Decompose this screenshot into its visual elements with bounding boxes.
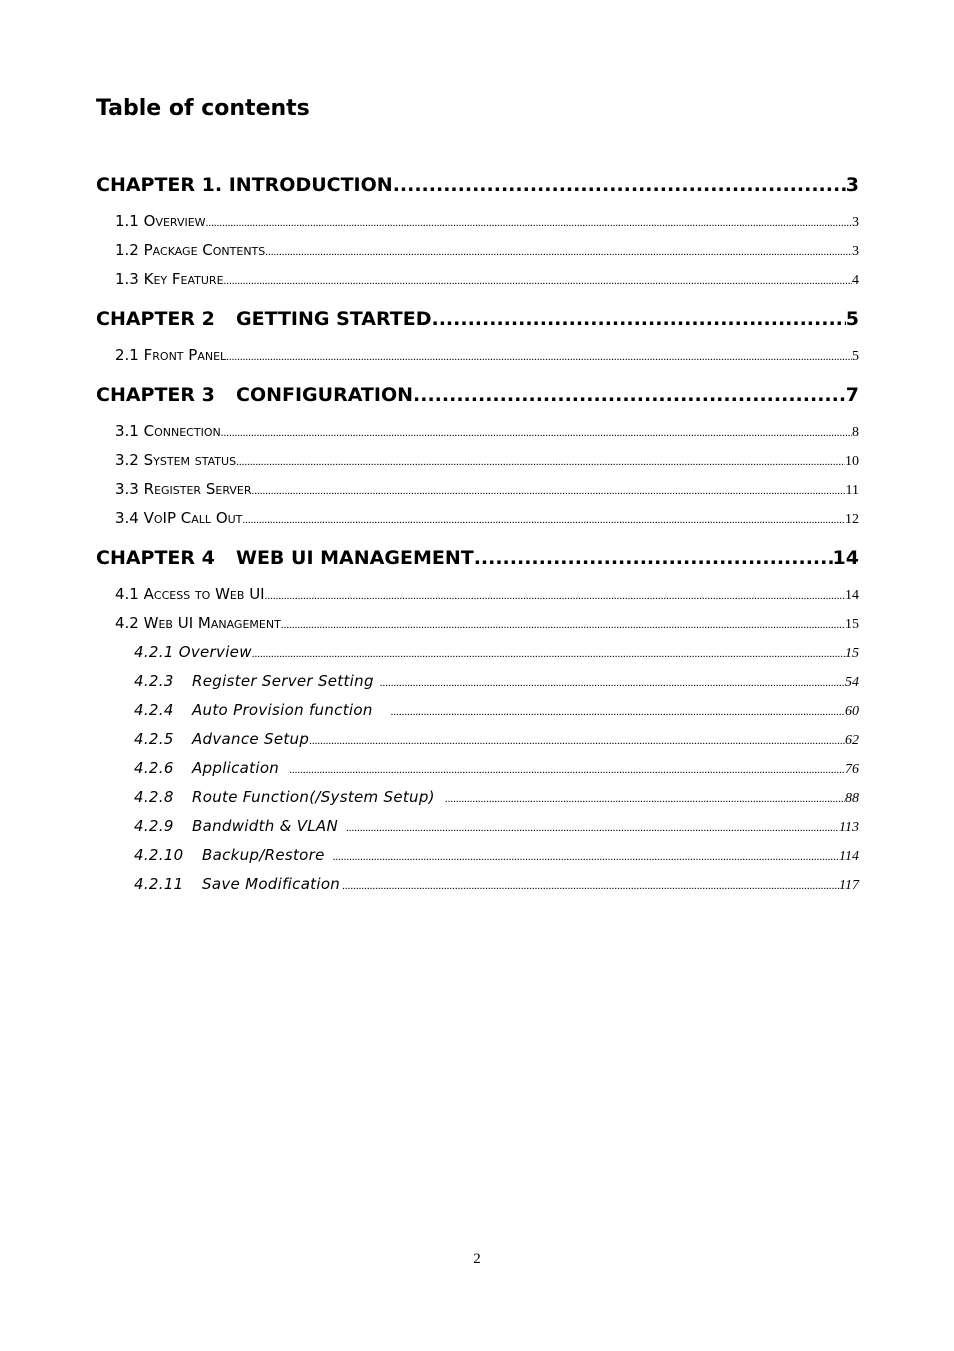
section-title: Package Contents: [143, 241, 266, 259]
page-number: 15: [845, 617, 859, 632]
dot-leader: [221, 427, 852, 439]
chapter-title: WEB UI MANAGEMENT: [236, 547, 474, 569]
chapter-number: CHAPTER 1.: [96, 174, 223, 196]
page-number: 117: [839, 878, 859, 893]
section-number: 4.1: [115, 585, 139, 603]
section-title: Register Server: [143, 480, 252, 498]
toc-subsection-4-2-4[interactable]: [96, 701, 859, 730]
subsection-number: 4.2.4: [134, 701, 174, 719]
subsection-number: 4.2.10: [134, 846, 184, 864]
section-number: 3.4: [115, 509, 139, 527]
toc-subsection-4-2-11[interactable]: [96, 875, 859, 904]
subsection-number: 4.2.6: [134, 759, 174, 777]
section-number: 3.3: [115, 480, 139, 498]
chapter-number: CHAPTER 4: [96, 547, 215, 569]
subsection-number: 4.2.8: [134, 788, 174, 806]
dot-leader: [251, 485, 845, 497]
section-title: Front Panel: [143, 346, 227, 364]
dot-leader: [374, 677, 845, 689]
page-number: 60: [845, 704, 859, 719]
chapter-title: GETTING STARTED: [236, 308, 432, 330]
toc-section-3-3[interactable]: [96, 480, 859, 509]
section-number: 1.2: [115, 241, 139, 259]
toc-subsection-4-2-1[interactable]: [96, 643, 859, 672]
page-number: 54: [845, 675, 859, 690]
dot-leader: [281, 619, 845, 631]
section-title: VoIP Call Out: [143, 509, 243, 527]
section-number: 3.1: [115, 422, 139, 440]
dot-leader: [435, 793, 845, 805]
section-title: Key Feature: [143, 270, 224, 288]
dot-leader: [265, 246, 852, 258]
page-number: 5: [852, 349, 859, 364]
dot-leader: [226, 351, 852, 363]
section-title: System status: [143, 451, 237, 469]
section-number: 3.2: [115, 451, 139, 469]
toc-subsection-4-2-6[interactable]: [96, 759, 859, 788]
toc-section-1-1[interactable]: [96, 212, 859, 241]
section-title: Connection: [143, 422, 221, 440]
toc-section-2-1[interactable]: [96, 346, 859, 375]
subsection-number: 4.2.5: [134, 730, 174, 748]
chapter-number: CHAPTER 3: [96, 384, 215, 406]
subsection-number: 4.2.1: [134, 643, 174, 661]
dot-leader: [206, 217, 852, 229]
dot-leader: [236, 456, 845, 468]
page-number: 7: [845, 384, 859, 406]
dot-leader: [431, 308, 845, 330]
page-number: 10: [845, 454, 859, 469]
page-number: 88: [845, 791, 859, 806]
toc-section-1-2[interactable]: [96, 241, 859, 270]
subsection-title: Auto Provision function: [192, 701, 373, 719]
page-number: 8: [852, 425, 859, 440]
page-number: 4: [852, 273, 859, 288]
section-title: Access to Web UI: [143, 585, 265, 603]
dot-leader: [242, 514, 845, 526]
subsection-number: 4.2.9: [134, 817, 174, 835]
page-number: 15: [845, 646, 859, 661]
dot-leader: [265, 590, 845, 602]
toc-section-3-1[interactable]: [96, 422, 859, 451]
toc-section-4-1[interactable]: [96, 585, 859, 614]
chapter-number: CHAPTER 2: [96, 308, 215, 330]
page-number: 5: [845, 308, 859, 330]
toc-section-3-4[interactable]: [96, 509, 859, 538]
toc-section-3-2[interactable]: [96, 451, 859, 480]
page-number: 76: [845, 762, 859, 777]
subsection-number: 4.2.11: [134, 875, 184, 893]
dot-leader: [252, 648, 845, 660]
dot-leader: [325, 851, 839, 863]
toc-chapter-4[interactable]: [96, 547, 859, 573]
page-number: 3: [845, 174, 859, 196]
toc-subsection-4-2-8[interactable]: [96, 788, 859, 817]
subsection-title: Save Modification: [202, 875, 341, 893]
subsection-title: Backup/Restore: [202, 846, 325, 864]
subsection-title: Advance Setup: [192, 730, 310, 748]
dot-leader: [224, 275, 852, 287]
section-number: 2.1: [115, 346, 139, 364]
toc-section-4-2[interactable]: [96, 614, 859, 643]
page-number: 62: [845, 733, 859, 748]
section-number: 4.2: [115, 614, 139, 632]
toc-chapter-3[interactable]: [96, 384, 859, 410]
dot-leader: [413, 384, 846, 406]
dot-leader: [474, 547, 833, 569]
subsection-title: Application: [192, 759, 280, 777]
subsection-title: Register Server Setting: [192, 672, 374, 690]
page-number: 3: [852, 244, 859, 259]
toc-section-1-3[interactable]: [96, 270, 859, 299]
page-number: 113: [839, 820, 859, 835]
toc-subsection-4-2-9[interactable]: [96, 817, 859, 846]
dot-leader: [340, 880, 839, 892]
page-footer-number: 2: [473, 1251, 481, 1267]
subsection-number: 4.2.3: [134, 672, 174, 690]
toc-subsection-4-2-10[interactable]: [96, 846, 859, 875]
page-number: 14: [845, 588, 859, 603]
toc-chapter-2[interactable]: [96, 308, 859, 334]
page-number: 3: [852, 215, 859, 230]
dot-leader: [338, 822, 839, 834]
page-title: Table of contents: [96, 96, 310, 121]
chapter-title: CONFIGURATION: [236, 384, 414, 406]
page-number: 12: [845, 512, 859, 527]
subsection-title: Overview: [178, 643, 252, 661]
subsection-title: Bandwidth & VLAN: [192, 817, 338, 835]
page-number: 11: [845, 483, 859, 498]
section-number: 1.3: [115, 270, 139, 288]
dot-leader: [393, 174, 846, 196]
page-number: 14: [832, 547, 859, 569]
toc-chapter-1[interactable]: [96, 174, 859, 200]
toc-subsection-4-2-3[interactable]: [96, 672, 859, 701]
section-title: Overview: [143, 212, 206, 230]
toc-subsection-4-2-5[interactable]: [96, 730, 859, 759]
dot-leader: [373, 706, 845, 718]
dot-leader: [279, 764, 845, 776]
section-title: Web UI Management: [143, 614, 281, 632]
page-number: 114: [839, 849, 859, 864]
section-number: 1.1: [115, 212, 139, 230]
subsection-title: Route Function(/System Setup): [192, 788, 435, 806]
table-of-contents: [96, 174, 859, 904]
dot-leader: [309, 735, 845, 747]
chapter-title: INTRODUCTION: [228, 174, 393, 196]
